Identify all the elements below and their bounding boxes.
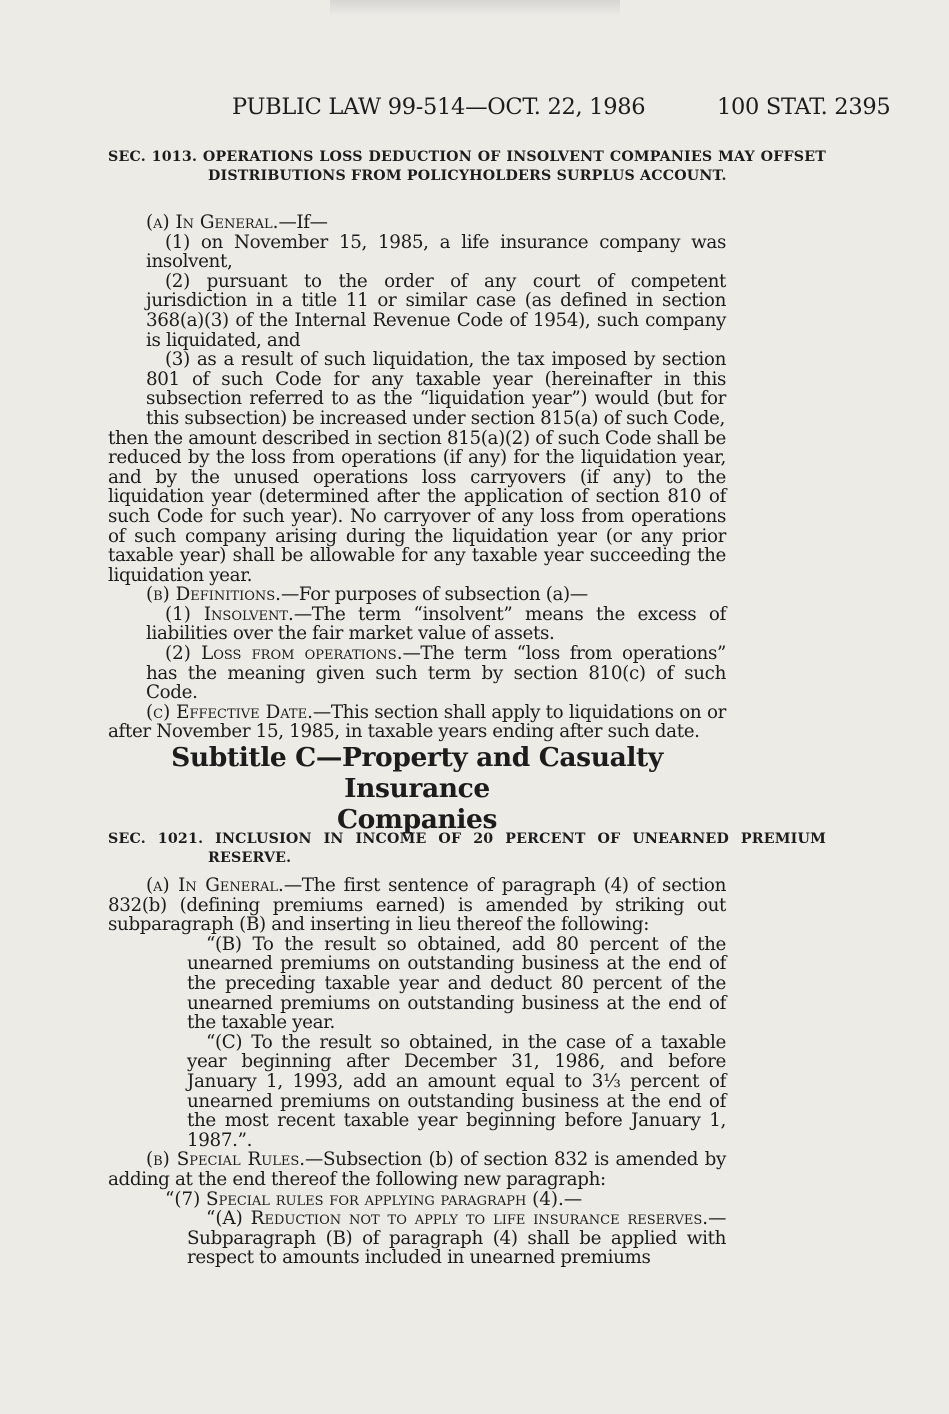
section-1021-body [108,876,726,1268]
subtitle-heading [108,742,726,835]
scan-artifact [330,0,620,16]
running-title: PUBLIC LAW 99-514—OCT. 22, 1986 [232,94,646,120]
quoted-subparagraph-a-text: —Subparagraph (B) of paragraph (4) shall be applied with respect to amounts included in unearned premiums [187,1208,726,1269]
subsection-a [108,213,726,233]
subtitle-line-1: Subtitle C—Property and Casualty Insurance [171,742,663,804]
subsection-1021-b [108,1150,726,1189]
quoted-subparagraph-c: “(C) To the result so obtained, in the case of a taxable year beginning after December 31, 1986, and before January 1, 1993, add an amount equal to 3⅓ percent of unearned premiums on outstanding business at the end of the most recent taxable year beginning before January 1, 1987.”. [187,1031,726,1151]
paragraph-b2 [108,644,726,703]
paragraph-b1 [108,605,726,644]
paragraph-b2-label: (2) Loss from operations. [165,643,403,665]
subsection-1021-b-text: —Subsection (b) of section 832 is amended by adding at the end thereof the following new paragraph: [108,1149,726,1190]
paragraph-a2: (2) pursuant to the order of any court of competent jurisdiction in a title 11 or similar case (as defined in section 368(a)(3) of the Internal Revenue Code of 1954), such company is liquidated, and [146,270,726,351]
quoted-paragraph-7-text: — [563,1188,582,1210]
quoted-subparagraph-b: “(B) To the result so obtained, add 80 percent of the unearned premiums on outstanding business at the end of the preceding taxable year and deduct 80 percent of the unearned premiums on outstanding business at the end of the taxable year. [187,933,726,1034]
subsection-a-label: (a) In General. [146,212,279,233]
paragraph-b1-label: (1) Insolvent. [165,603,294,625]
subsection-1021-a-label: (a) In General. [146,875,284,896]
subtitle-line-2: Companies [336,804,498,835]
paragraph-a3: (3) as a result of such liquidation, the tax imposed by section 801 of such Code for any taxable year (hereinafter in this subsection referred to as the “liquidation year”) would (but for this subsection) be increased under section 815(a) of such Code, [146,349,726,429]
paragraph-b1-text: —The term “insolvent” means the excess of liabilities over the fair market value of assets. [146,603,726,645]
subsection-c [108,703,726,742]
subsection-1021-a-text: —The first sentence of paragraph (4) of section 832(b) (defining premiums earned) is amended by striking out subparagraph (B) and inserting in lieu thereof the following: [108,875,727,936]
subsection-b-label: (b) Definitions. [146,584,281,606]
flush-text-a: then the amount described in section 815(a)(2) of such Code shall be reduced by the loss from operations (if any) for the liquidation year, and by the unused operations loss carryovers (if any) to the liquidation year (determined after the application of section 810 of such Code for such year). No carryover of any loss from operations of such company arising during the liquidation year (or any prior taxable year) shall be allowable for any taxable year succeeding the liquidation year. [108,427,726,586]
section-1013-body [108,213,726,742]
quoted-subparagraph-a [108,1209,726,1268]
paragraph-b2-text: —The term “loss from operations” has the meaning given such term by section 810(c) of such Code. [146,643,726,704]
quoted-subparagraph-a-label: “(A) Reduction not to apply to life insurance reserves. [206,1208,709,1230]
paragraph-a1: (1) on November 15, 1985, a life insurance company was insolvent, [146,231,726,273]
subsection-b [108,585,726,605]
section-1013-heading: SEC. 1013. OPERATIONS LOSS DEDUCTION OF INSOLVENT COMPANIES MAY OFFSET DISTRIBUTIONS FROM POLICYHOLDERS SURPLUS ACCOUNT. [108,149,826,184]
subsection-a-text: —If— [278,212,328,233]
quoted-paragraph-7 [108,1190,726,1210]
section-1021-heading: SEC. 1021. INCLUSION IN INCOME OF 20 PERCENT OF UNEARNED PREMIUM RESERVE. [108,831,826,866]
subsection-1021-b-label: (b) Special Rules. [146,1149,306,1171]
quoted-paragraph-7-label: “(7) Special rules for applying paragraph (4). [165,1188,564,1210]
subsection-c-label: (c) Effective Date. [146,701,313,723]
stat-citation: 100 STAT. 2395 [717,94,891,120]
subsection-c-text: —This section shall apply to liquidations on or after November 15, 1985, in taxable years ending after such date. [108,701,726,743]
subsection-b-text: —For purposes of subsection (a)— [281,584,588,606]
subsection-1021-a [108,876,726,935]
